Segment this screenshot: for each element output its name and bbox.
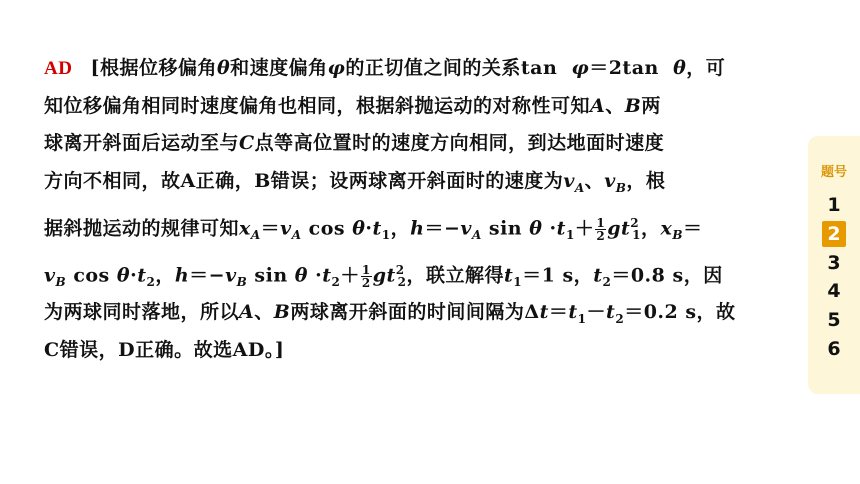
question-2-button[interactable]: 2	[822, 221, 846, 247]
question-5-button[interactable]: 5	[827, 309, 841, 331]
text-line-3: 球离开斜面后运动至与C点等高位置时的速度方向相同，到达地面时速度	[44, 132, 665, 154]
text-line-1: AD [根据位移偏角θ和速度偏角φ的正切值之间的关系tan φ＝2tan θ，可	[44, 57, 726, 79]
text-line-7: 为两球同时落地，所以A、B两球离开斜面的时间间隔为$\Delta t=t_1-t_2=0.2$ s，故	[44, 301, 736, 326]
text-line-5: 据斜抛运动的规律可知$x_A=v_A$ $\cos \theta\cdot t_1$，$h=-v_A$ $\sin \theta \cdot t_1+$ $\frac{1}{2}$ $gt^2_1$，$x_B=$	[44, 215, 703, 243]
explanation-text	[44, 50, 804, 369]
question-number-panel	[808, 136, 860, 394]
text-line-2: 知位移偏角相同时速度偏角也相同，根据斜抛运动的对称性可知A、B两	[44, 94, 661, 117]
text-line-8: C错误，D正确。故选AD。]	[44, 338, 285, 361]
answer-label: AD	[44, 58, 73, 79]
question-3-button[interactable]: 3	[827, 252, 841, 274]
panel-title: 题号	[820, 165, 847, 180]
text-line-6: $v_B$ $\cos \theta\cdot t_2$，$h=-v_B$ $\sin \theta \cdot t_2+$ $\frac{1}{2}$ $gt^2_2$，联立解得$t_1=1$ s，$t_2=0.8$ s，因	[44, 262, 723, 290]
question-6-button[interactable]: 6	[827, 338, 841, 360]
question-4-button[interactable]: 4	[827, 280, 841, 302]
text-line-4: 方向不相同，故A正确，B错误；设两球离开斜面时的速度为$v_A$、$v_B$，根	[44, 169, 666, 195]
question-1-button[interactable]: 1	[827, 194, 841, 216]
